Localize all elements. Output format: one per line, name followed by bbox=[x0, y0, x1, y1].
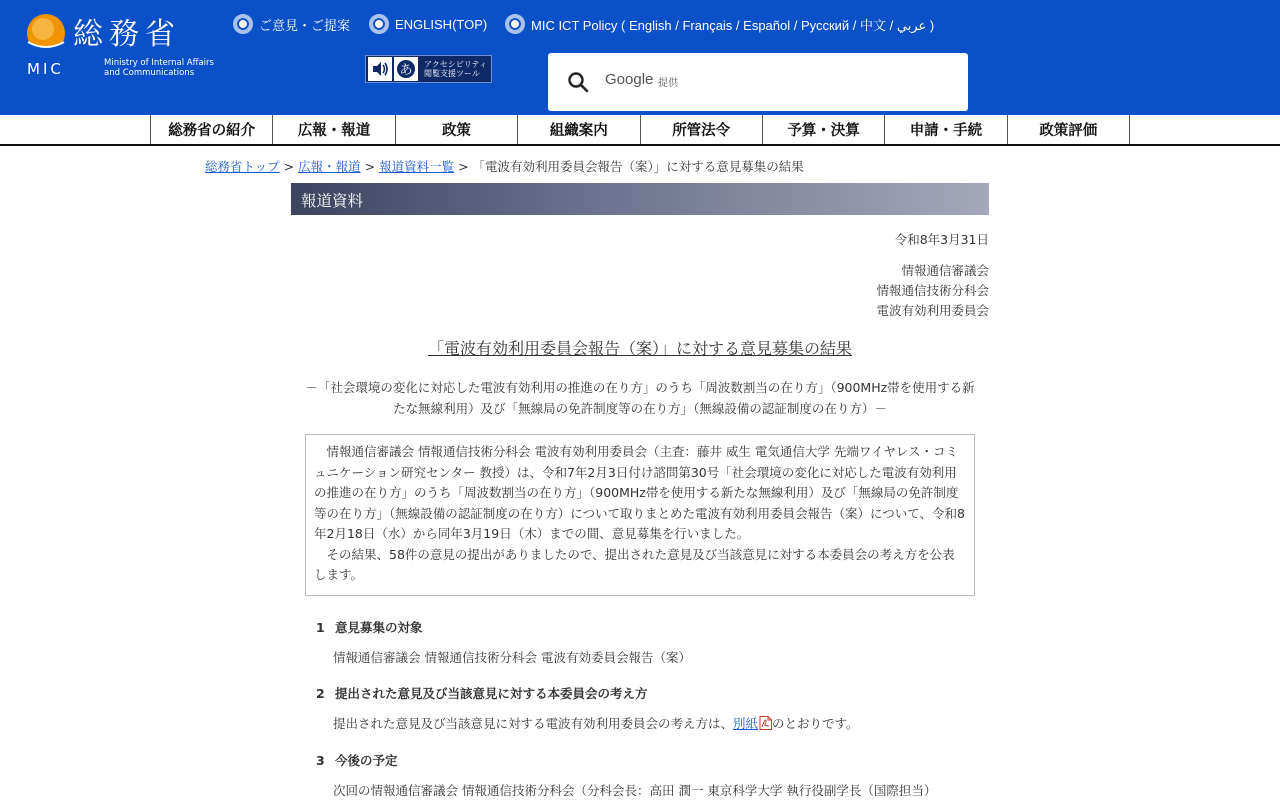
radio-bullet-icon bbox=[233, 14, 253, 34]
press-org: 情報通信審議会 bbox=[901, 263, 989, 278]
logo-mark-icon bbox=[26, 12, 66, 58]
breadcrumb-separator: > bbox=[458, 159, 469, 174]
site-header bbox=[0, 0, 1280, 115]
breadcrumb-current: 「電波有効利用委員会報告（案）」に対する意見募集の結果 bbox=[472, 159, 804, 174]
section-header-bar bbox=[291, 183, 989, 215]
logo-kanji: 総務省 bbox=[73, 17, 181, 52]
site-search-box[interactable] bbox=[548, 53, 968, 111]
logo-english: Ministry of Internal Affairs and Communications bbox=[104, 58, 214, 78]
hiragana-a-icon bbox=[394, 57, 418, 81]
nav-item-laws[interactable]: 所管法令 bbox=[641, 115, 763, 144]
breadcrumb-link-press-list[interactable]: 報道資料一覧 bbox=[379, 159, 455, 174]
pdf-icon[interactable] bbox=[759, 716, 772, 730]
section-title: 報道資料 bbox=[301, 192, 364, 210]
english-top-link[interactable] bbox=[369, 13, 487, 35]
breadcrumb-separator: > bbox=[364, 159, 376, 174]
nav-item-about[interactable]: 総務省の紹介 bbox=[151, 115, 273, 144]
summary-paragraph: その結果、58件の意見の提出がありましたので、提出された意見及び当該意見に対する本委員会の考え方を公表します。 bbox=[314, 546, 955, 582]
search-icon[interactable] bbox=[566, 70, 590, 94]
ict-policy-link[interactable] bbox=[505, 13, 934, 35]
nav-item-evaluation[interactable]: 政策評価 bbox=[1008, 115, 1130, 144]
search-provider-suffix: 提供 bbox=[658, 78, 678, 89]
nav-item-applications[interactable]: 申請・手続 bbox=[885, 115, 1007, 144]
svg-text:あ: あ bbox=[399, 63, 413, 78]
radio-bullet-icon bbox=[505, 14, 525, 34]
breadcrumb-link-press[interactable]: 広報・報道 bbox=[298, 159, 361, 174]
summary-box bbox=[305, 434, 975, 596]
search-provider: Google bbox=[605, 71, 654, 88]
summary-paragraph: 情報通信審議会 情報通信技術分科会 電波有効利用委員会（主査：藤井 威生 電気通信大学 先端ワイヤレス・コミュニケーション研究センター 教授）は、令和7年2月3日付け諮問第30号「社会環境の変化に対応した電波有効利用の推進の在り方」のうち「周波数割当の在り方」（900MHz帯を使用する新たな無線利用）及び「無線局の免許制度等の在り方」（無線設備の認証制度の在り方）について取りまとめた電波有効利用委員会報告（案）について、令和8年2月18日（水）から同年3月19日（木）までの間、意見募集を行いました。 bbox=[314, 444, 965, 541]
ict-policy-link-label: MIC ICT Policy ( English / Français / Español / Русский / 中文 / عربي ) bbox=[531, 17, 935, 33]
breadcrumb-link-top[interactable]: 総務省トップ bbox=[205, 159, 280, 174]
nav-item-policy[interactable]: 政策 bbox=[396, 115, 518, 144]
accessibility-tool-button[interactable] bbox=[365, 55, 492, 83]
attachment-link[interactable]: 別紙 bbox=[733, 716, 759, 731]
nav-item-organization[interactable]: 組織案内 bbox=[518, 115, 640, 144]
press-org: 電波有効利用委員会 bbox=[876, 303, 989, 318]
section-body: 次回の情報通信審議会 情報通信技術分科会（分科会長：高田 潤一 東京科学大学 執行役副学長（国際担当） bbox=[333, 783, 937, 798]
section-heading: 1 意見募集の対象 bbox=[316, 620, 423, 635]
mic-logo[interactable] bbox=[26, 12, 216, 82]
section-body: 提出された意見及び当該意見に対する電波有効利用委員会の考え方は、別紙 のとおりです。 bbox=[333, 716, 859, 731]
section-heading: 2 提出された意見及び当該意見に対する本委員会の考え方 bbox=[316, 686, 648, 701]
opinion-link[interactable] bbox=[233, 13, 350, 35]
opinion-link-label: ご意見・ご提案 bbox=[259, 17, 351, 33]
nav-item-press[interactable]: 広報・報道 bbox=[273, 115, 395, 144]
press-org: 情報通信技術分科会 bbox=[876, 283, 989, 298]
page-subtitle: －「社会環境の変化に対応した電波有効利用の推進の在り方」のうち「周波数割当の在り方」（900MHz帯を使用する新たな無線利用）及び「無線局の免許制度等の在り方」（無線設備の認証制度の在り方）－ bbox=[305, 380, 975, 416]
breadcrumb-separator: > bbox=[283, 159, 295, 174]
page-title: 「電波有効利用委員会報告（案）」に対する意見募集の結果 bbox=[427, 339, 852, 358]
section-body: 情報通信審議会 情報通信技術分科会 電波有効委員会報告（案） bbox=[333, 650, 691, 665]
section-heading: 3 今後の予定 bbox=[316, 753, 398, 768]
nav-item-budget[interactable]: 予算・決算 bbox=[763, 115, 885, 144]
english-top-link-label: ENGLISH(TOP) bbox=[395, 16, 488, 32]
radio-bullet-icon bbox=[369, 14, 389, 34]
logo-abbr: MIC bbox=[27, 60, 64, 78]
accessibility-tool-label: アクセシビリティ 閲覧支援ツール bbox=[424, 60, 487, 78]
global-nav bbox=[0, 115, 1280, 146]
press-date: 令和8年3月31日 bbox=[894, 232, 989, 247]
speaker-icon bbox=[368, 57, 392, 81]
breadcrumb bbox=[205, 157, 804, 175]
